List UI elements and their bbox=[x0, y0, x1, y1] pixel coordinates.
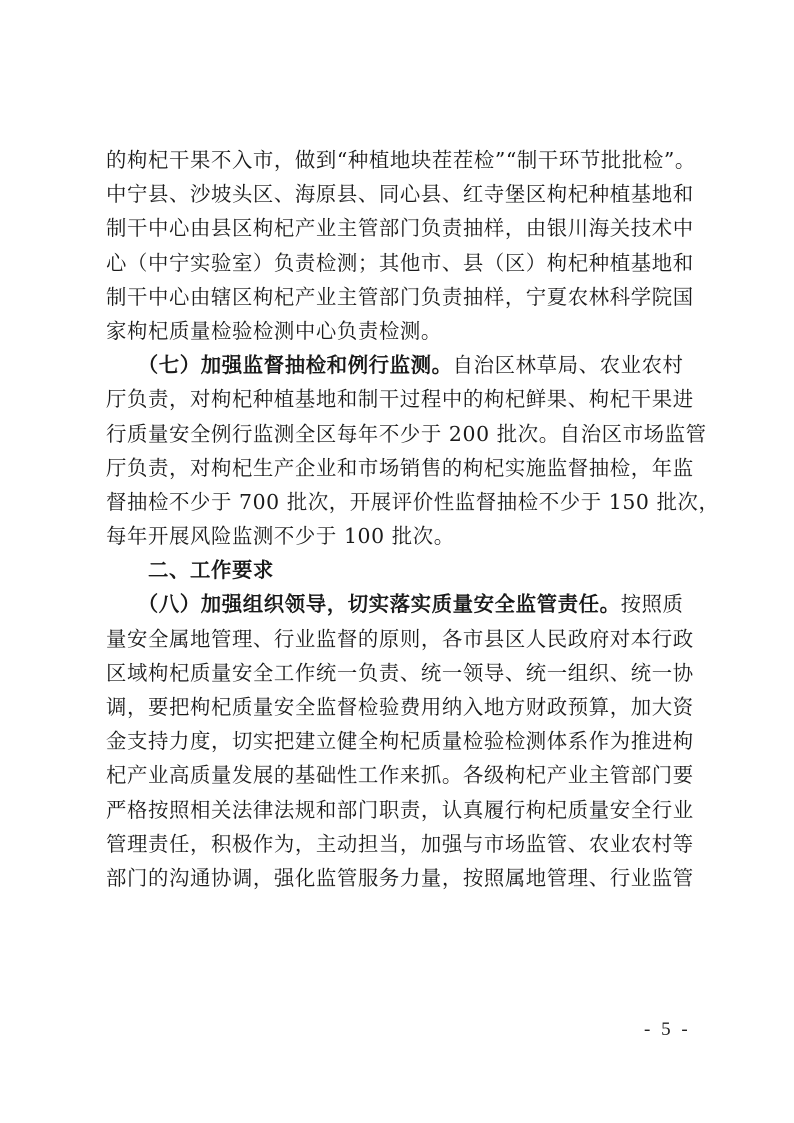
line-text: 按照质 bbox=[620, 592, 684, 617]
line-text: 制干中心由县区枸杞产业主管部门负责抽样，由银川海关技术中 bbox=[106, 216, 694, 241]
text-line bbox=[106, 656, 696, 690]
line-text: 督抽检不少于 700 批次，开展评价性监督抽检不少于 150 批次， bbox=[106, 489, 720, 514]
text-line bbox=[106, 827, 696, 861]
text-line bbox=[106, 348, 696, 382]
text-line bbox=[106, 314, 696, 348]
line-text: 严格按照相关法律法规和部门职责，认真履行枸杞质量安全行业 bbox=[106, 797, 694, 822]
section-heading: （七）加强监督抽检和例行监测。 bbox=[147, 353, 453, 378]
line-text: 家枸杞质量检验检测中心负责检测。 bbox=[106, 318, 442, 343]
line-text: 中宁县、沙坡头区、海原县、同心县、红寺堡区枸杞种植基地和 bbox=[106, 182, 694, 207]
text-line bbox=[106, 758, 696, 792]
line-indent bbox=[106, 592, 148, 616]
line-text: 厅负责，对枸杞种植基地和制干过程中的枸杞鲜果、枸杞干果进 bbox=[106, 387, 694, 412]
text-line bbox=[106, 724, 696, 758]
line-text: 的枸杞干果不入市，做到“种植地块茬茬检”“制干环节批批检”。 bbox=[106, 148, 696, 172]
text-line bbox=[106, 382, 696, 416]
text-line bbox=[106, 622, 696, 656]
line-text: 杞产业高质量发展的基础性工作来抓。各级枸杞产业主管部门要 bbox=[106, 763, 694, 788]
page-number: - 5 - bbox=[644, 1019, 691, 1040]
text-line bbox=[106, 485, 720, 519]
text-line bbox=[106, 211, 696, 245]
text-line bbox=[106, 246, 696, 280]
line-text: 金支持力度，切实把建立健全枸杞质量检验检测体系作为推进枸 bbox=[106, 729, 694, 754]
line-indent bbox=[106, 558, 148, 582]
line-text: 心（中宁实验室）负责检测；其他市、县（区）枸杞种植基地和 bbox=[106, 250, 694, 275]
text-line bbox=[106, 690, 696, 724]
text-line bbox=[106, 280, 696, 314]
line-text: 量安全属地管理、行业监督的原则，各市县区人民政府对本行政 bbox=[106, 626, 694, 651]
text-line bbox=[106, 177, 696, 211]
line-text: 厅负责，对枸杞生产企业和市场销售的枸杞实施监督抽检，年监 bbox=[106, 455, 694, 480]
text-line bbox=[106, 553, 696, 587]
text-line bbox=[106, 143, 696, 177]
line-indent bbox=[106, 353, 148, 377]
line-text: 自治区林草局、农业农村 bbox=[452, 353, 684, 378]
text-line bbox=[106, 587, 696, 621]
line-text: 行质量安全例行监测全区每年不少于 200 批次。自治区市场监管 bbox=[106, 421, 707, 446]
line-text: 调，要把枸杞质量安全监督检验费用纳入地方财政预算，加大资 bbox=[106, 695, 694, 719]
line-text: 部门的沟通协调，强化监管服务力量，按照属地管理、行业监管 bbox=[106, 865, 694, 890]
text-line bbox=[106, 519, 696, 553]
text-line bbox=[106, 417, 707, 451]
section-heading: 二、工作要求 bbox=[147, 558, 274, 583]
section-heading: （八）加强组织领导，切实落实质量安全监管责任。 bbox=[147, 592, 621, 617]
document-body bbox=[106, 143, 720, 895]
line-text: 管理责任，积极作为，主动担当，加强与市场监管、农业农村等 bbox=[106, 831, 694, 856]
text-line bbox=[106, 793, 696, 827]
line-text: 每年开展风险监测不少于 100 批次。 bbox=[106, 524, 455, 549]
text-line bbox=[106, 451, 696, 485]
line-text: 区域枸杞质量安全工作统一负责、统一领导、统一组织、统一协 bbox=[106, 660, 694, 685]
text-line bbox=[106, 861, 696, 895]
line-text: 制干中心由辖区枸杞产业主管部门负责抽样，宁夏农林科学院国 bbox=[106, 284, 694, 309]
